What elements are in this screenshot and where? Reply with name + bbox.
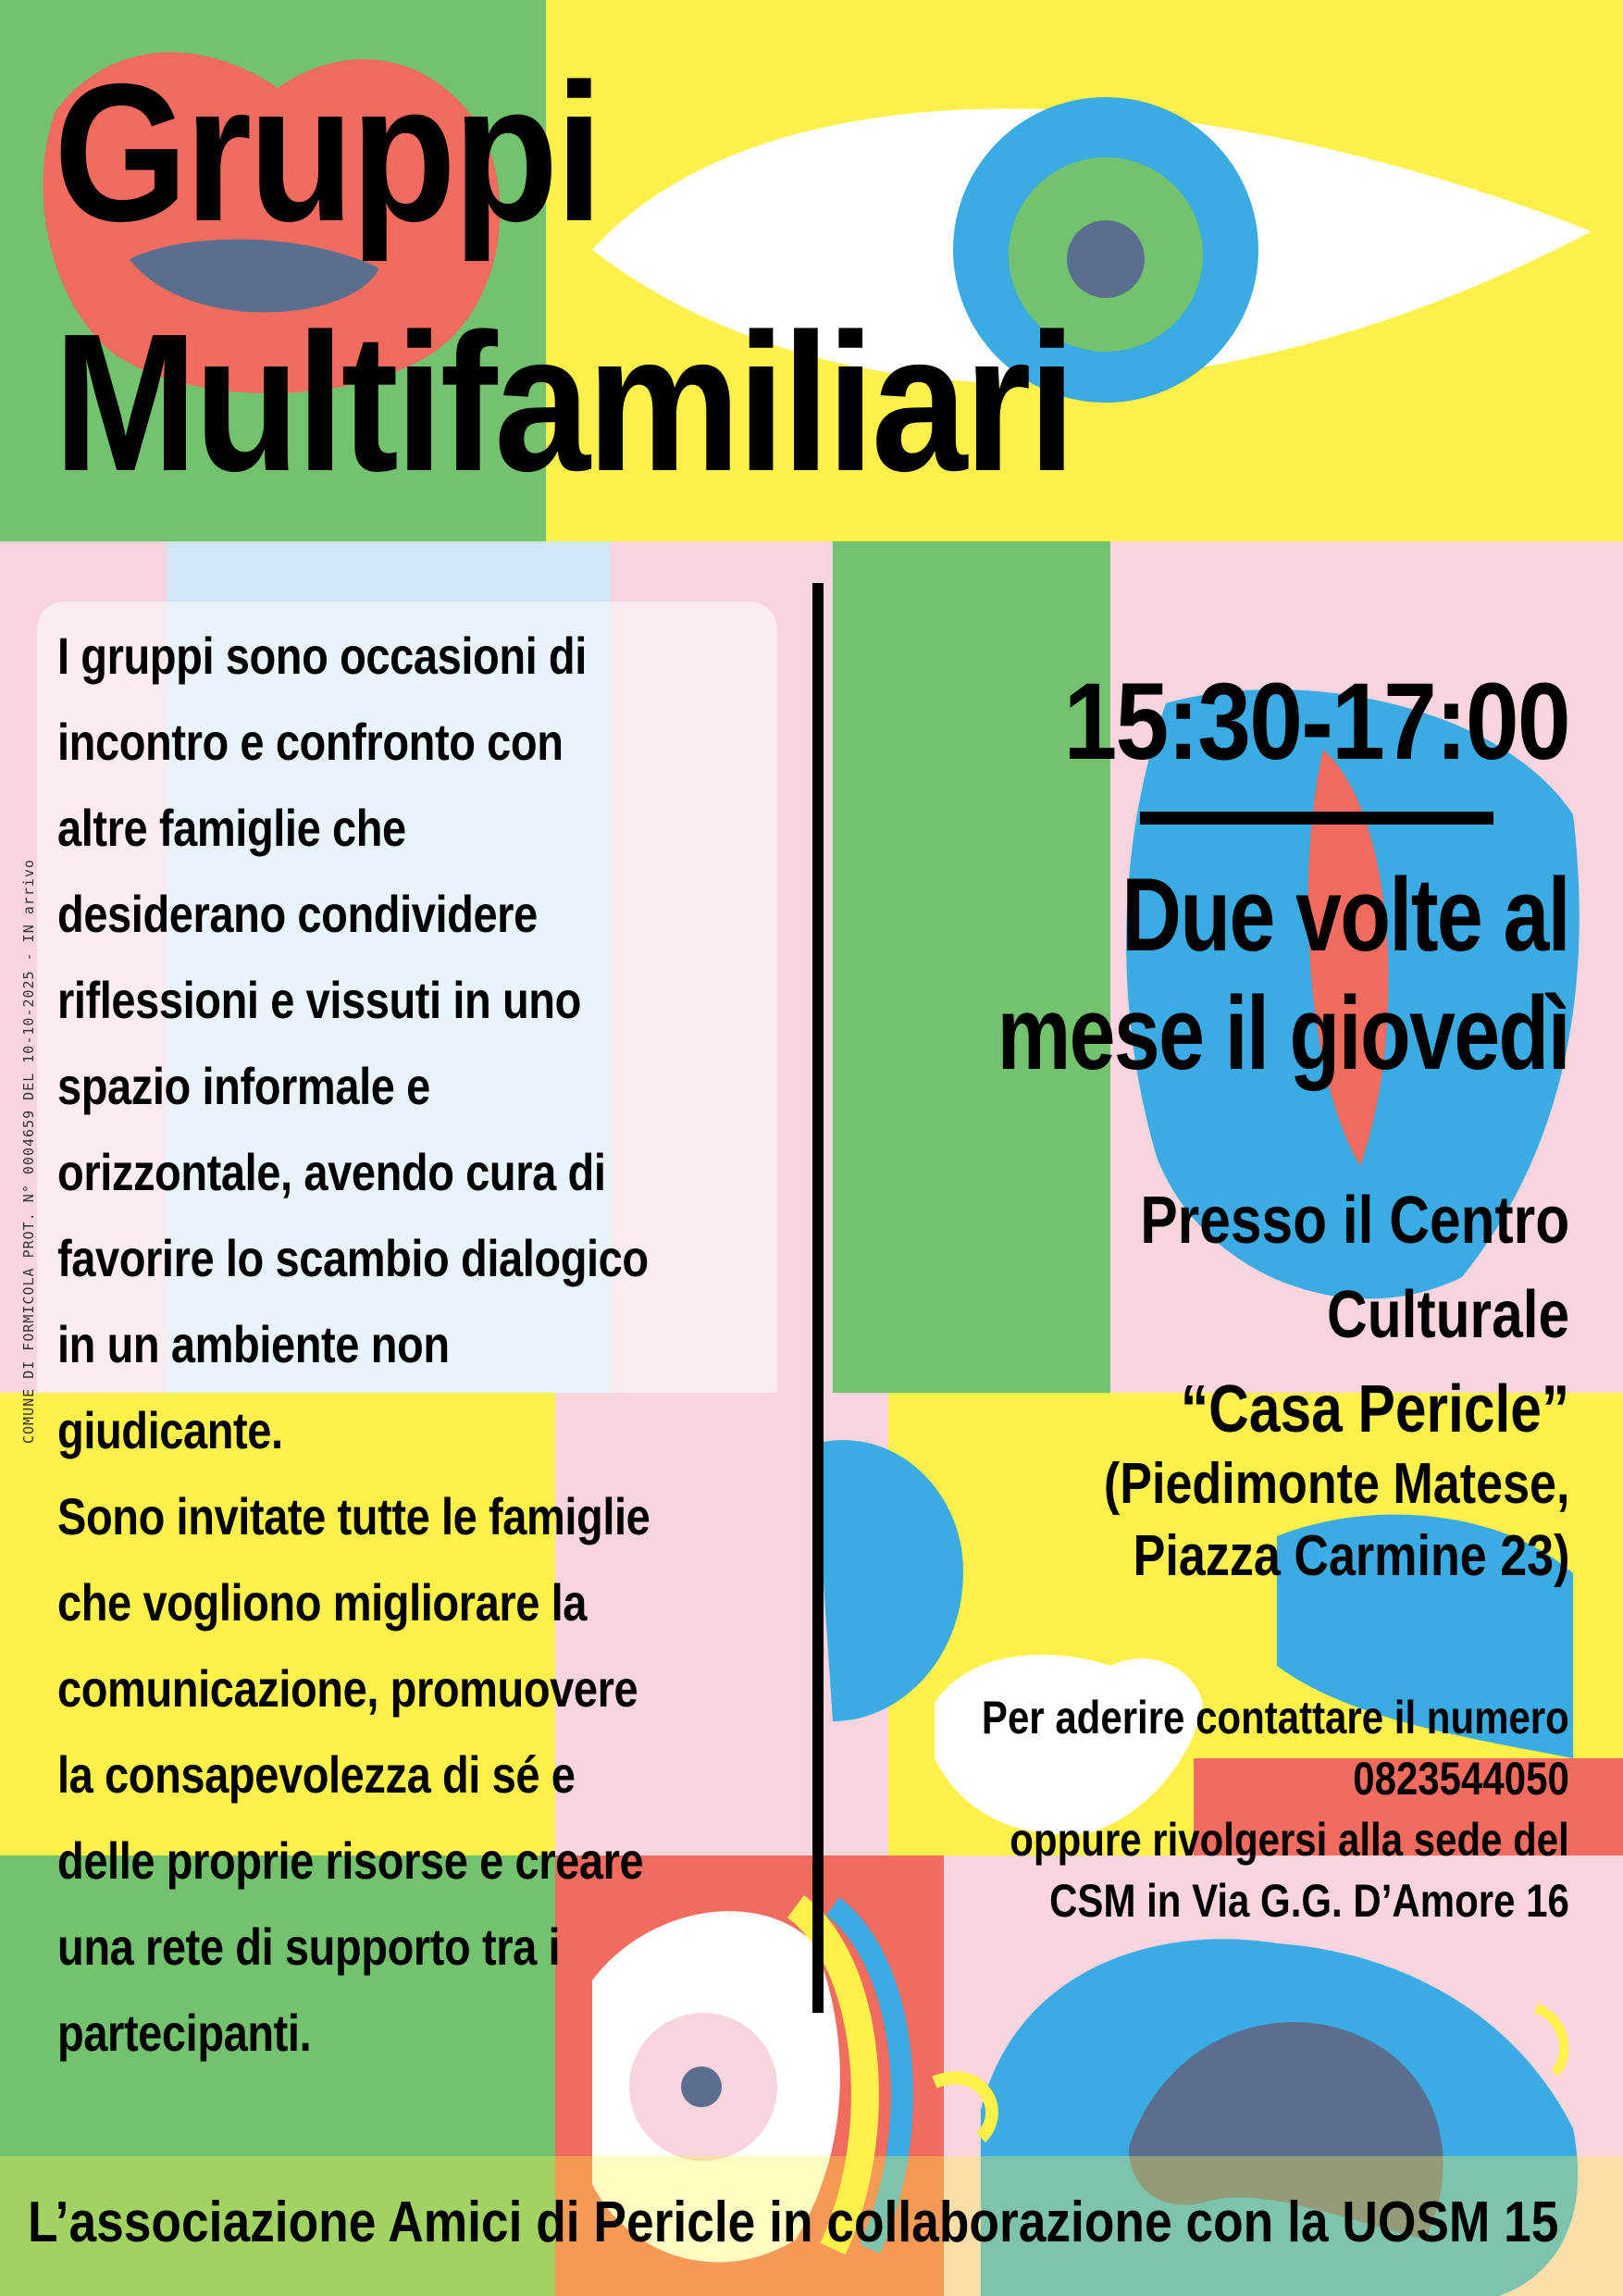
contact-info <box>982 1687 1569 1931</box>
contact-line-4: CSM in Via G.G. D’Amore 16 <box>1049 1875 1569 1927</box>
meeting-frequency <box>997 856 1569 1093</box>
address-line-1: (Piedimonte Matese, <box>1103 1452 1569 1516</box>
address-line-2: Piazza Carmine 23) <box>1133 1524 1569 1588</box>
title-line-1: Gruppi <box>54 43 601 262</box>
venue <box>1140 1173 1569 1457</box>
venue-line-2: Culturale <box>1326 1278 1569 1352</box>
title-line-2: Multifamiliari <box>54 292 1073 512</box>
contact-line-1: Per aderire contattare il numero <box>982 1692 1569 1744</box>
venue-line-1: Presso il Centro <box>1140 1184 1569 1258</box>
venue-address <box>1103 1448 1569 1593</box>
venue-line-3: “Casa Pericle” <box>1180 1372 1569 1446</box>
description-text: I gruppi sono occasioni di incontro e confronto con altre famiglie che desiderano condividere riflessioni e vissuti in uno spazio informale e orizzontale, avendo cura di favorire lo scambio dialogico in un ambiente non giudicante. Sono invitate tutte le famiglie che vogliono migliorare la comunicazione, promuovere la consapevolezza di sé e delle proprie risorse e creare una rete di supporto tra i partecipanti. <box>57 627 650 2062</box>
vertical-divider <box>812 583 824 2013</box>
poster-title <box>54 28 1072 527</box>
horizontal-divider <box>1140 812 1493 825</box>
meeting-time: 15:30-17:00 <box>1063 661 1569 783</box>
contact-phone: 0823544050 <box>1353 1753 1569 1805</box>
footer-credits: L’associazione Amici di Pericle in collaborazione con la UOSM 15 <box>28 2191 1559 2254</box>
frequency-line-2: mese il giovedì <box>997 975 1569 1091</box>
frequency-line-1: Due volte al <box>1121 857 1569 973</box>
protocol-stamp: COMUNE DI FORMICOLA PROT. N° 0004659 DEL 10-10-2025 - IN arrivo <box>20 859 37 1444</box>
contact-line-3: oppure rivolgersi alla sede del <box>1010 1814 1569 1866</box>
